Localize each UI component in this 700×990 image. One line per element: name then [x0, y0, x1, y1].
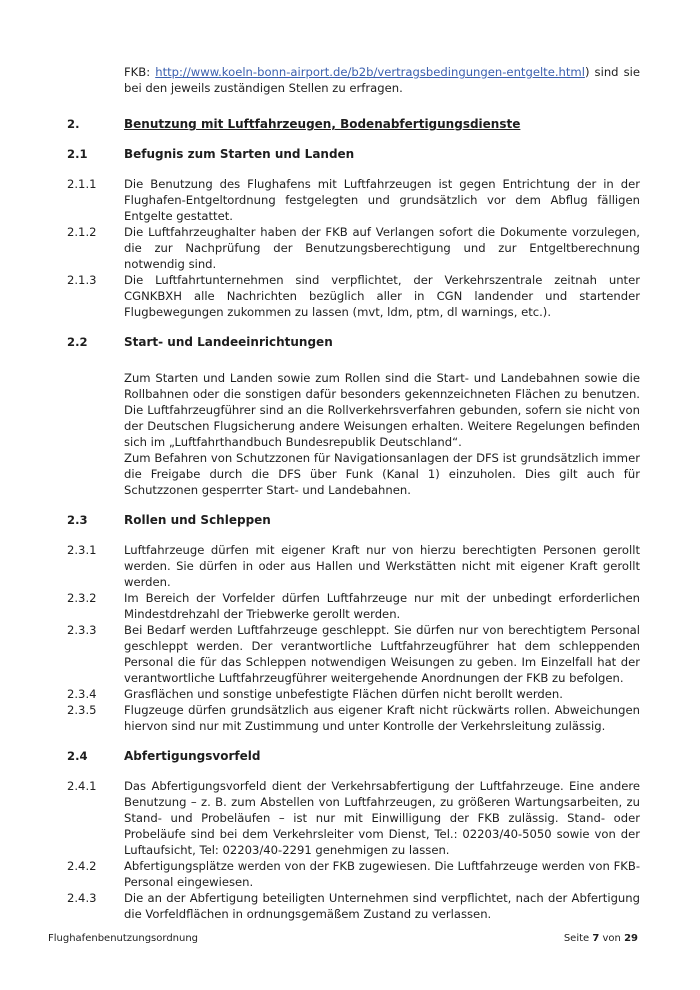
- item-text: Die Luftfahrtunternehmen sind verpflichtet, der Verkehrszentrale zeitnah unter CGNKBXH alle Nachrichten bezüglich aller in CGN landender und startender Flugbewegungen zukommen zu lassen (mvt, ldm, ptm, dl warnings, etc.).: [124, 273, 640, 319]
- fkb-url-link[interactable]: http://www.koeln-bonn-airport.de/b2b/vertragsbedingungen-entgelte.html: [155, 65, 585, 79]
- item-number: 2.4.2: [67, 859, 97, 873]
- item-number: 2.3.4: [67, 687, 97, 701]
- section-2-4-heading: [0, 748, 700, 764]
- numbered-item: [0, 622, 700, 686]
- numbered-item: [0, 890, 700, 922]
- numbered-item: [0, 590, 700, 622]
- footer-page-separator: von: [602, 933, 621, 944]
- item-text: Grasflächen und sonstige unbefestigte Flächen dürfen nicht berollt werden.: [124, 687, 563, 701]
- item-text: Flugzeuge dürfen grundsätzlich aus eigener Kraft nicht rückwärts rollen. Abweichungen hiervon sind nur mit Zustimmung und unter Kontrolle der Verkehrsleitung zulässig.: [124, 703, 640, 733]
- item-number: 2.4.3: [67, 891, 97, 905]
- section-2-2-heading: [0, 334, 700, 350]
- footer-page-total: 29: [624, 933, 638, 944]
- item-number: 2.3.5: [67, 703, 97, 717]
- intro-prefix: FKB:: [124, 65, 151, 79]
- section-2-2-title: Start- und Landeeinrichtungen: [124, 335, 333, 349]
- footer-document-title: Flughafenbenutzungsordnung: [48, 933, 199, 944]
- numbered-item: [0, 858, 700, 890]
- section-2-4-title: Abfertigungsvorfeld: [124, 749, 261, 763]
- item-number: 2.1.2: [67, 225, 97, 239]
- item-text: Im Bereich der Vorfelder dürfen Luftfahrzeuge nur mit der unbedingt erforderlichen Mindestdrehzahl der Triebwerke gerollt werden.: [124, 591, 640, 621]
- section-2-4-items: [0, 778, 700, 922]
- numbered-item: [0, 702, 700, 734]
- footer-page-number: [564, 932, 638, 946]
- section-2-heading: [0, 116, 700, 132]
- item-number: 2.3.1: [67, 543, 97, 557]
- numbered-item: [0, 778, 700, 858]
- numbered-item: [0, 176, 700, 224]
- item-text: Die Luftfahrzeughalter haben der FKB auf Verlangen sofort die Dokumente vorzulegen, die zur Nachprüfung der Benutzungsberechtigung und zur Entgeltberechnung notwendig sind.: [124, 225, 640, 271]
- section-2-3-number: 2.3: [67, 513, 88, 527]
- numbered-item: [0, 224, 700, 272]
- item-number: 2.4.1: [67, 779, 97, 793]
- item-text: Luftfahrzeuge dürfen mit eigener Kraft nur von hierzu berechtigten Personen gerollt werden. Sie dürfen in oder aus Hallen und Werkstätten nicht mit eigener Kraft gerollt werden.: [124, 543, 640, 589]
- section-2-4-number: 2.4: [67, 749, 88, 763]
- footer-page-current: 7: [592, 933, 600, 944]
- numbered-item: [0, 542, 700, 590]
- section-2-2-paragraph-2: Zum Befahren von Schutzzonen für Navigationsanlagen der DFS ist grundsätzlich immer die Freigabe durch die DFS über Funk (Kanal 1) einzuholen. Dies gilt auch für Schutzzonen gesperrter Start- und Landebahnen.: [124, 451, 640, 497]
- section-2-title: Benutzung mit Luftfahrzeugen, Bodenabfertigungsdienste: [124, 117, 521, 131]
- section-2-1-items: [0, 176, 700, 320]
- intro-paragraph: [124, 64, 640, 96]
- item-text: Abfertigungsplätze werden von der FKB zugewiesen. Die Luftfahrzeuge werden von FKB-Personal eingewiesen.: [124, 859, 640, 889]
- item-text: Das Abfertigungsvorfeld dient der Verkehrsabfertigung der Luftfahrzeuge. Eine andere Benutzung – z. B. zum Abstellen von Luftfahrzeugen, zu größeren Wartungsarbeiten, zu Stand- und Probeläufen – ist nur mit Einwilligung der FKB zulässig. Stand- oder Probeläufe sind bei dem Verkehrsleiter vom Dienst, Tel.: 02203/40-5050 sowie von der Luftaufsicht, Tel: 02203/40-2291 genehmigen zu lassen.: [124, 779, 640, 857]
- intro-suffix: ) sind sie bei den jeweils zuständigen Stellen zu erfragen.: [124, 65, 640, 95]
- section-2-1-number: 2.1: [67, 147, 88, 161]
- section-2-1-heading: [0, 146, 700, 162]
- item-text: Die Benutzung des Flughafens mit Luftfahrzeugen ist gegen Entrichtung der in der Flughafen-Entgeltordnung festgelegten und grundsätzlich vor dem Abflug fälligen Entgelte gestattet.: [124, 177, 640, 223]
- section-2-2-number: 2.2: [67, 335, 88, 349]
- item-text: Bei Bedarf werden Luftfahrzeuge geschleppt. Sie dürfen nur von berechtigtem Personal geschleppt werden. Der verantwortliche Luftfahrzeugführer hat dem schleppenden Personal die für das Schleppen notwendigen Weisungen zu geben. Im Einzelfall hat der verantwortliche Luftfahrzeugführer weitergehende Anordnungen der FKB zu befolgen.: [124, 623, 640, 685]
- item-number: 2.3.3: [67, 623, 97, 637]
- item-text: Die an der Abfertigung beteiligten Unternehmen sind verpflichtet, nach der Abfertigung die Vorfeldflächen in ordnungsgemäßem Zustand zu verlassen.: [124, 891, 640, 921]
- numbered-item: [0, 686, 700, 702]
- section-2-1-title: Befugnis zum Starten und Landen: [124, 147, 355, 161]
- section-2-3-items: [0, 542, 700, 734]
- numbered-item: [0, 272, 700, 320]
- page-body: [0, 64, 700, 922]
- section-2-number: 2.: [67, 117, 80, 131]
- section-2-2-paragraph-1: Zum Starten und Landen sowie zum Rollen sind die Start- und Landebahnen sowie die Rollbahnen oder die sonstigen dafür besonders gekennzeichneten Flächen zu benutzen. Die Luftfahrzeugführer sind an die Rollverkehrsverfahren gebunden, sofern sie nicht von der Deutschen Flugsicherung andere Weisungen erhalten. Weitere Regelungen befinden sich im „Luftfahrthandbuch Bundesrepublik Deutschland“.: [124, 371, 640, 449]
- section-2-3-heading: [0, 512, 700, 528]
- item-number: 2.1.3: [67, 273, 97, 287]
- item-number: 2.1.1: [67, 177, 97, 191]
- footer-page-label: Seite: [563, 933, 590, 944]
- item-number: 2.3.2: [67, 591, 97, 605]
- section-2-3-title: Rollen und Schleppen: [124, 513, 271, 527]
